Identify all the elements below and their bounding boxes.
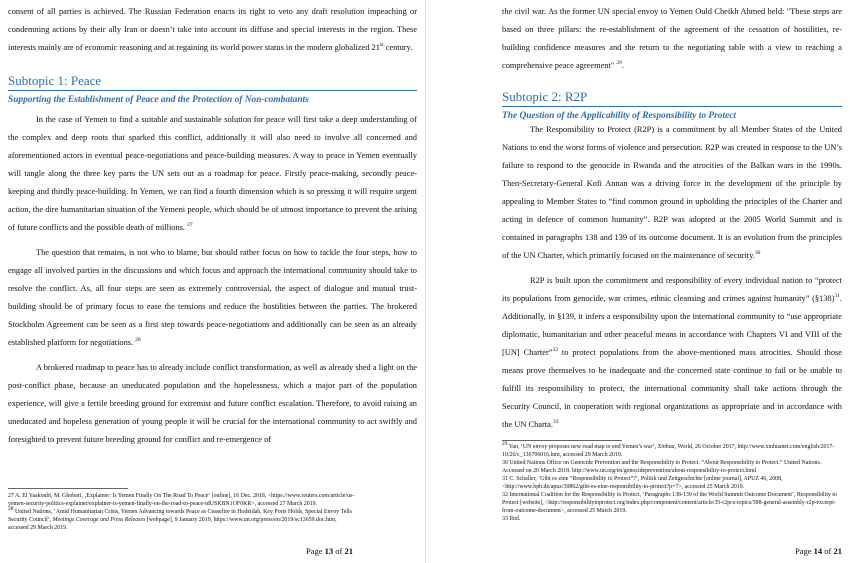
footnote-divider [502, 440, 622, 441]
footnote: 30 United Nations Office on Genocide Prevention and the Responsibility to Protect. “About Responsibility to Protect.” United Nations. Accessed on 20 March 2018. http://www.un.org/en/genocideprevention/about-responsibility-to-protect.html [502, 460, 822, 474]
footnote: 33 Ibid. [502, 516, 521, 522]
subtopic-title: Subtopic 1: Peace [8, 73, 417, 91]
subheading: Supporting the Establishment of Peace and the Protection of Non-combatants [8, 95, 309, 105]
subheading: The Question of the Applicability of Responsibility to Protect [502, 111, 737, 121]
footnote-ref: 28 [135, 337, 141, 344]
right-page [425, 0, 850, 563]
footnotes [502, 443, 842, 523]
body-paragraph: The Responsibility to Protect (R2P) is a commitment by all Member States of the United Nations to end the worst forms of violence and persecution. R2P was created in response to the UN’s failure to respond to the genocide in Rwanda and the atrocities of the Balkan wars in the 1990s. Then-Secretary-General Kofi Annan was a driving force in the development of the principle by appealing to Member States to “find common ground in upholding the principles of the Charter and acting in defence of common humanity”. R2P was adopted at the 2005 World Summit and is contained in paragraphs 138 and 139 of its outcome document. It is an evolution from the principles of the UN Charter, which primarily focused on the maintenance of security.$^{30}$ [502, 125, 842, 260]
footnote-ref: 31 [834, 293, 840, 300]
page-number: Page 13 of 21 [306, 546, 353, 556]
body-paragraph: In the case of Yemen to find a suitable and sustainable solution for peace will first take a deep understanding of the complex and deep roots that sparked this conflict, additionally it will also need to involve all concerned and aforementioned actors in eventual peace-negotiations and peace-building measures. A way to peace in Yemen eventually will tangle along the three key parts the UN sets out as a roadmap for peace. Firstly peace-making, secondly peace-keeping and thirdly peace-building. In Yemen, we can find a fourth dimension which is so pressing it will require urgent action, the dire humanitarian situation of the Yemeni people, which should be of utmost importance to prevent the arising of future conflicts and the possible death of millions. $^{27}$ [8, 115, 417, 232]
intro-paragraph: consent of all parties is achieved. The Russian Federation enacts its right to veto any draft resolution impeaching or condemning actions by their ally Iran or doesn’t take into account its diffuse and special interests in the region. These interests mainly are of economic reasoning and at regaining its world power status in the modern globalized 21st century. [8, 7, 417, 52]
footnotes [8, 492, 358, 532]
page-number: Page 14 of 21 [795, 546, 842, 556]
footnote-ref: 32 [552, 347, 558, 354]
body-paragraph: The question that remains, is not who to blame, but should rather focus on how to tackle the four steps, how to engage all involved parties in the discussions and which focus and approach the international community should take to resolve the conflict. As, all four steps are seen as extremely controversial, the aspect of dialogue and mutual trust-building should be of primary focus to ease the tensions and reduce the hostilities between the parties. The brokered Stockholm Agreement can be seen as a first step towards peace-negotiations and additionally can be seen as an already established platform for negotiations. $^{28}$ [8, 248, 417, 347]
footnote-ref: 27 [187, 222, 193, 229]
footnote: $^{28}$ United Nations, ‘Amid Humanitarian Crisis, Yemen Advancing towards Peace as Ceasefire in Hodeidah, Key Ports Holds, Special Envoy Tells Security Council’, Meetings Coverage and Press Releases [webpage], 9 January 2019, https://www.un.org/press/en/2019/sc13659.doc.htm, accessed 29 March 2019. [8, 506, 352, 531]
footnote: 27 A. El Yaakoubi, M. Ghobari, ‚Explainer: Is Yemen Finally On The Road To Peace‘ [online], 16 Dec. 2018, <https://www.reuters.com/article/us-yemen-security-politics-explainer/explainer-is-yemen-finally-on-the-road-to-peace-idUSKBN1OF0KR>, accessed 27 March 2019. [8, 493, 355, 507]
footnote-ref: 30 [754, 250, 761, 257]
body-paragraph: R2P is built upon the commitment and responsibility of every individual nation to “protect its populations from genocide, war crimes, ethnic cleansing and crimes against humanity” (§138)$^{31}$. Additionally, in §139, it infers a responsibility upon the international community to “use appropriate diplomatic, humanitarian and other peaceful means in accordance with Chapters VI and VIII of the [UN] Charter”$^{32}$ to protect populations from the above-mentioned mass atrocities. Should those means prove themselves to be inadequate and the concerned state continue to fail or be unable to fulfill its responsibility to protect, the international community shall take actions through the Security Council, in cooperation with regional organizations as appropriate and in accordance with the UN Charta.$^{33}$ [502, 276, 842, 429]
footnote: 31 C. Schaller, ‘Gibt es eine “Responsibility to Protect”?’, Politik und Zeitgeschichte [online journal], APUZ 46, 2008, <http://www.bpb.de/apuz/30862/gibt-es-eine-responsibility-to-protect?p=7>, accessed 25 March 2019. [502, 476, 783, 490]
body-paragraph: A brokered roadmap to peace has to already include conflict transformation, as well as already shed a light on the post-conflict phase, because an uneducated population and the hopelessness, which a major part of the population experience, will give a fertile breeding ground for extremist and future conflict escalation. Therefore, to avoid raising an uneducated and hopeless generation of young people it will be crucial for the international community to act swiftly and foresighted to prevent future breeding ground for conflict and re-emergence of [8, 363, 417, 444]
footnote-divider [8, 488, 128, 489]
intro-paragraph: the civil war. As the former UN special envoy to Yemen Ould Cheikh Ahmed held: "These steps are based on three pillars: the re-establishment of the agreement of the cessation of hostilities, re-building confidence measures and the return to the negotiating table with a view to reaching a comprehensive peace agreement" $^{29}$. [502, 7, 842, 70]
footnote: 32 International Coalition for the Responsibility to Protect, ‘Paragraphs 138-139 of the World Summit Outcome Document’, Responsibility to Protect [website], <http://responsibilitytoprotect.org/index.php/component/content/article/35-r2pcs-topics/398-general-assembly-r2p-excerpt-from-outcome-document>, accessed 25 March 2019. [502, 492, 837, 514]
footnote-ref: 33 [552, 419, 559, 426]
subtopic-title: Subtopic 2: R2P [502, 89, 842, 107]
footnote: $^{29}$ Yan, ‘UN envoy proposes new road map to end Yemen’s war’, Xinhua, World, 26 October 2017, http://www.xinhuanet.com/english/2017-10/26/c_136706016.htm, accessed 29 March 2019. [502, 441, 835, 458]
footnote-ref: 29 [616, 60, 622, 67]
